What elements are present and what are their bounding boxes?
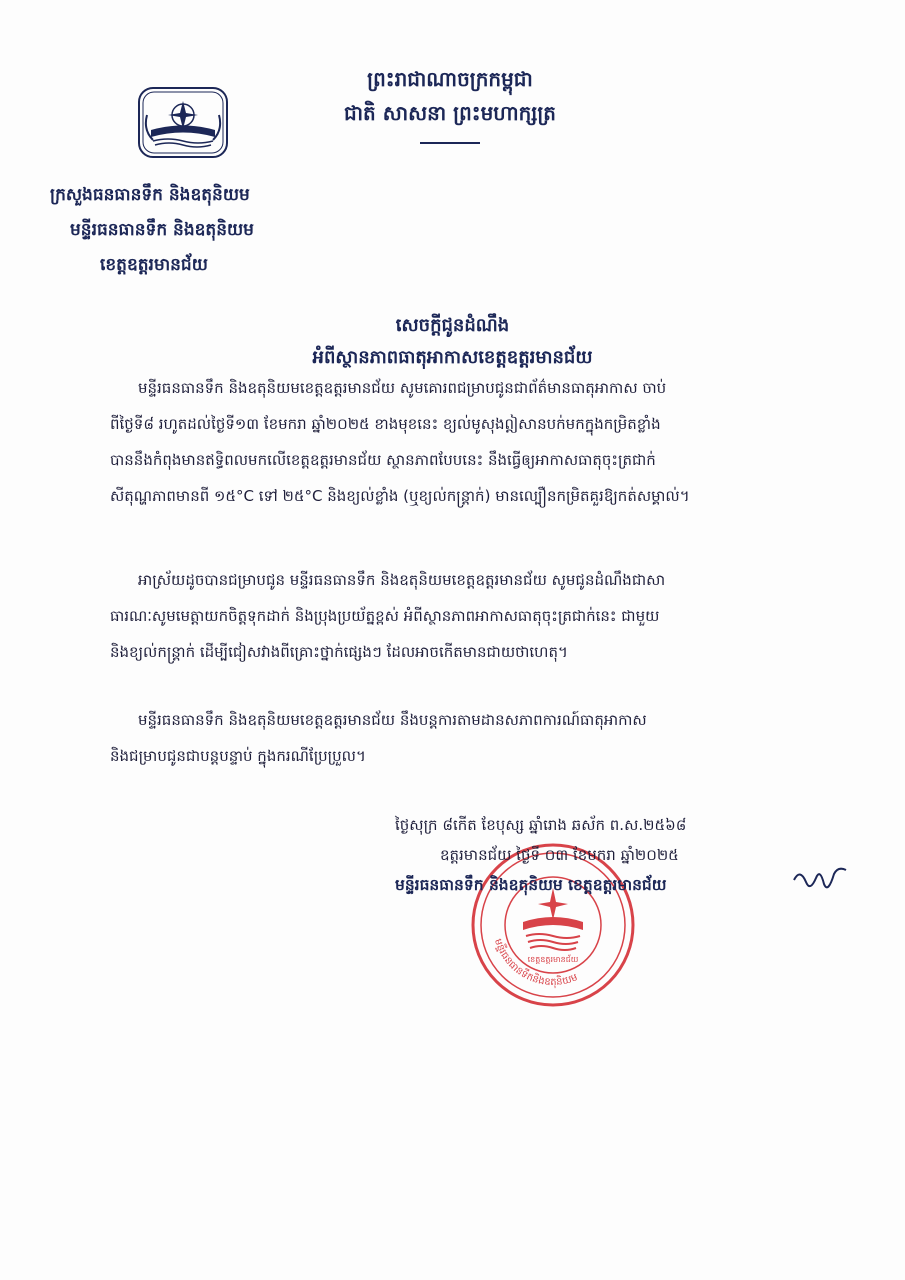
paragraph-2 <box>110 562 840 670</box>
paragraph-3 <box>110 702 840 774</box>
solar-date: ឧត្តរមានជ័យ ថ្ងៃទី ០៣ ខែមករា ឆ្នាំ២០២៥ <box>440 846 679 864</box>
ministry-line-1: ក្រសួងធនធានទឹក និងឧតុនិយម <box>50 185 250 205</box>
paragraph-2-line: ធារណៈសូមមេត្តាយកចិត្តទុកដាក់ និងប្រុងប្រយ័ត្នខ្ពស់ អំពីស្ថានភាពអាកាសធាតុចុះត្រជាក់នេះ ជាមួយ <box>110 607 660 625</box>
paragraph-1-line: បាននឹងកំពុងមានឥទ្ធិពលមកលើខេត្តឧត្តរមានជ័យ ស្ថានភាពបែបនេះ នឹងធ្វើឲ្យអាកាសធាតុចុះត្រជាក់ <box>110 451 656 469</box>
signatory-name: មន្ទីរធនធានទឹក និងឧតុនិយម ខេត្តឧត្តរមានជ័យ <box>395 875 667 894</box>
heading-divider <box>420 142 480 144</box>
kingdom-line-1: ព្រះរាជាណាចក្រកម្ពុជា <box>367 67 533 91</box>
paragraph-3-line: និងជម្រាបជូនជាបន្តបន្ទាប់ ក្នុងករណីប្រែប្រួល។ <box>110 747 366 765</box>
ministry-line-3: ខេត្តឧត្តរមានជ័យ <box>100 255 208 275</box>
title-line-2: អំពីស្ថានភាពធាតុអាកាសខេត្តឧត្តរមានជ័យ <box>312 347 593 368</box>
ministry-line-2: មន្ទីរធនធានទឹក និងឧតុនិយម <box>70 220 254 240</box>
signature-mark <box>790 860 850 900</box>
paragraph-1-line: មន្ទីរធនធានទឹក និងឧតុនិយមខេត្តឧត្តរមានជ័យ សូមគោរពជម្រាបជូនជាព័ត៌មានធាតុអាកាស ចាប់ <box>138 379 667 397</box>
seal-ring-text: មន្ទីរធនធានទឹកនិងឧតុនិយម <box>491 937 580 989</box>
paragraph-1-line: សីតុណ្ហភាពមានពី ១៥°C ទៅ ២៥°C និងខ្យល់ខ្លាំង (ឬខ្យល់កន្ត្រាក់) មានល្បឿនកម្រិតគួរឱ្យកត់សម្គាល់។ <box>110 487 690 505</box>
date-block <box>395 810 845 900</box>
title-line-1: សេចក្តីជូនដំណឹង <box>395 315 510 336</box>
paragraph-2-line: អាស្រ័យដូចបានជម្រាបជូន មន្ទីរធនធានទឹក និងឧតុនិយមខេត្តឧត្តរមានជ័យ សូមជូនដំណឹងជាសា <box>138 571 666 589</box>
kingdom-line-2: ជាតិ សាសនា ព្រះមហាក្សត្រ <box>344 101 556 125</box>
paragraph-3-line: មន្ទីរធនធានទឹក និងឧតុនិយមខេត្តឧត្តរមានជ័យ នឹងបន្តការតាមដានសភាពការណ៍ធាតុអាកាស <box>138 711 647 729</box>
document-title <box>180 310 725 374</box>
lunar-date: ថ្ងៃសុក្រ ៨កើត ខែបុស្ស ឆ្នាំរោង ឆស័ក ព.ស.២៥៦៨ <box>395 816 687 834</box>
kingdom-heading <box>300 62 600 144</box>
seal-inner-text: ខេត្តឧត្តរមានជ័យ <box>527 955 579 964</box>
ministry-heading <box>50 178 350 283</box>
paragraph-2-line: និងខ្យល់កន្ត្រាក់ ដើម្បីជៀសវាងពីគ្រោះថ្នាក់ផ្សេងៗ ដែលអាចកើតមានជាយថាហេតុ។ <box>110 643 568 661</box>
paragraph-1 <box>110 370 840 514</box>
ministry-logo-icon <box>133 85 233 160</box>
paragraph-1-line: ពីថ្ងៃទី៨ រហូតដល់ថ្ងៃទី១៣ ខែមករា ឆ្នាំ២០២៥ ខាងមុខនេះ ខ្យល់មូសុងឦសានបក់មកក្នុងកម្រិតខ្លាំង <box>110 415 661 433</box>
